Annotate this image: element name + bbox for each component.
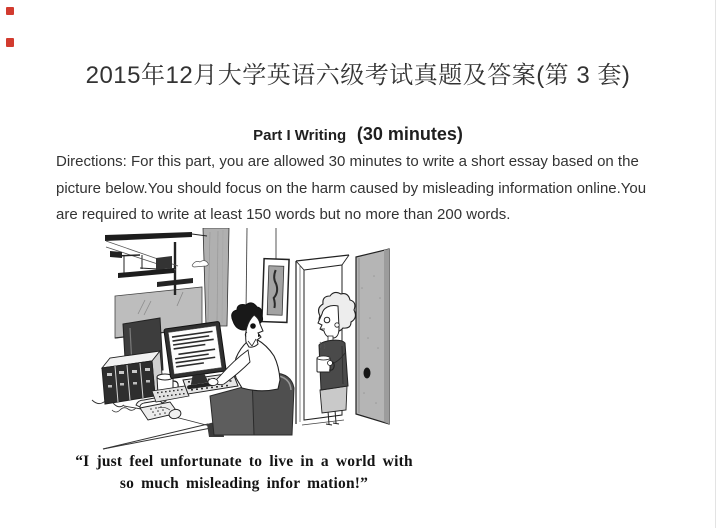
curtain-strip: [203, 228, 229, 326]
man-hand: [208, 379, 218, 386]
wall-picture: [262, 259, 289, 323]
part-label: Part I Writing: [253, 127, 347, 144]
directions-line: Directions: For this part, you are allowed 30 minutes to write a short essay based on the: [56, 153, 639, 170]
open-door: [356, 249, 389, 424]
directions-line: picture below.You should focus on the harm caused by misleading information online.You: [56, 179, 647, 197]
red-marker-icon: [6, 38, 14, 47]
page-title: 2015年12月大学英语六级考试真题及答案(第 3 套): [85, 62, 631, 89]
cartoon-caption: [73, 451, 415, 495]
wall-shelves: [105, 232, 208, 295]
door-keyhole: [364, 368, 371, 379]
exam-cartoon-illustration: [90, 228, 432, 450]
directions-line: are required to write at least 150 words but no more than 200 words.: [56, 206, 511, 223]
caption-line: so much misleading infor mation!”: [119, 475, 369, 492]
woman-ear: [335, 323, 339, 327]
hanging-cord: [246, 228, 247, 313]
directions-paragraph: [56, 149, 668, 229]
cartoon-figure: [75, 228, 432, 495]
red-marker-icon: [6, 7, 14, 15]
caption-line: “I just feel unfortunate to live in a world with: [75, 453, 413, 470]
part-duration: (30 minutes): [356, 124, 463, 144]
woman-hand: [328, 361, 333, 366]
man-glasses: [250, 323, 256, 329]
woman-figure: [317, 292, 355, 425]
part-heading: [0, 119, 716, 147]
